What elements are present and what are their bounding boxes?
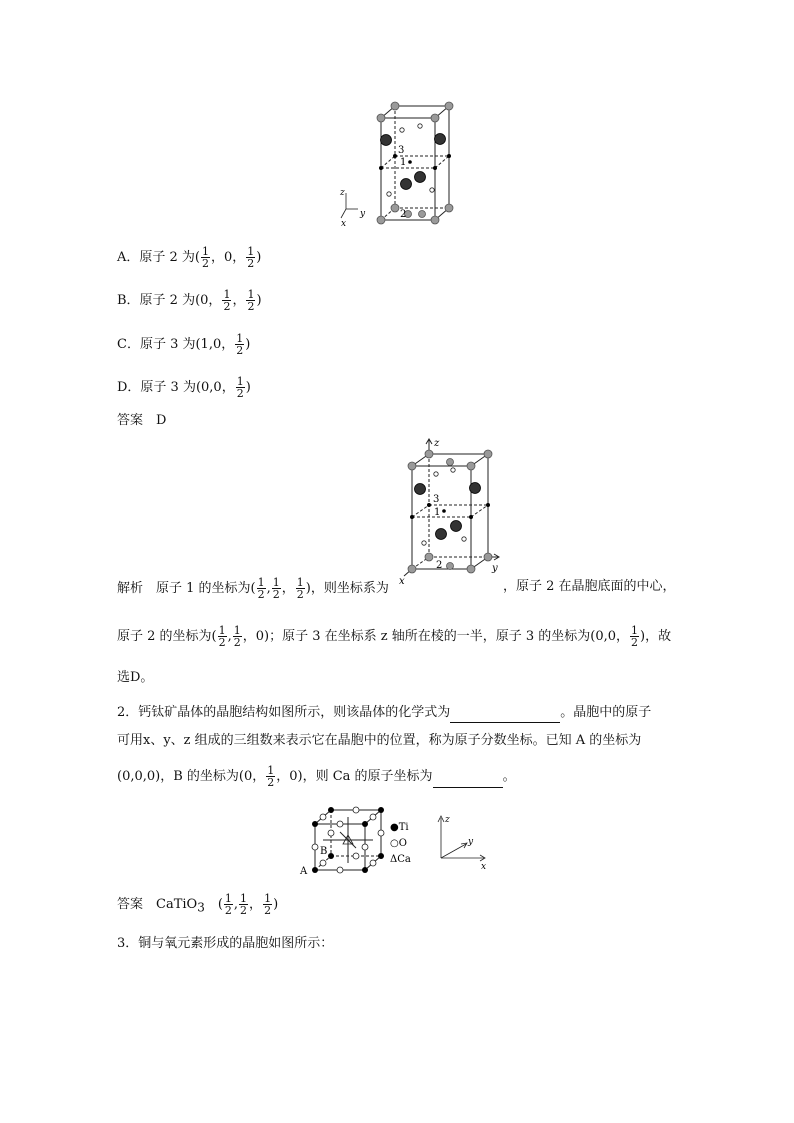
axis-z-label: z: [340, 188, 345, 198]
analysis-line-1: 解析 原子 1 的坐标为( $\frac{1}{2}$ , $\frac{1}{2}$ ， $\frac{1}{2}$ )，则坐标系为: [117, 576, 389, 601]
label-2: 2: [436, 560, 443, 571]
crystal-cell-figure-2: [398, 436, 502, 586]
axis-z-label: z: [445, 815, 450, 825]
option-b: B．原子 2 为(0， $\frac{1}{2}$ ， $\frac{1}{2}$ ): [117, 288, 262, 313]
legend-ti: ●Ti: [390, 822, 409, 833]
label-1: 1: [400, 157, 407, 168]
label-3: 3: [433, 494, 440, 505]
point-b-label: B: [320, 846, 328, 857]
q2-line-2: 可用x、y、z 组成的三组数来表示它在晶胞中的位置，称为原子分数坐标。已知 A 的坐标为: [117, 733, 642, 748]
analysis-line-3: 选D。: [117, 670, 154, 685]
answer-2: 答案 CaTiO$_3$ ( $\frac{1}{2}$ , $\frac{1}{2}$ ， $\frac{1}{2}$ ): [117, 892, 279, 917]
option-a: A．原子 2 为( $\frac{1}{2}$ ，0， $\frac{1}{2}$ ): [117, 245, 262, 270]
analysis-line-2: 原子 2 的坐标为( $\frac{1}{2}$ , $\frac{1}{2}$ ，0)；原子 3 在坐标系 z 轴所在棱的一半，原子 3 的坐标为(0,0， $\frac{1}{2}$ )，故: [117, 624, 672, 649]
label-3: 3: [398, 145, 405, 156]
legend-o: ○O: [390, 838, 407, 849]
axis-x-label: x: [481, 862, 487, 872]
answer-1: 答案 D: [117, 413, 167, 428]
point-a-label: A: [300, 866, 308, 876]
label-2: 2: [400, 209, 407, 220]
axis-z-label: z: [434, 438, 440, 449]
option-c: C．原子 3 为(1,0， $\frac{1}{2}$ ): [117, 332, 251, 357]
axis-x-label: x: [399, 576, 405, 586]
crystal-cell-figure-1: [336, 96, 466, 231]
axis-y-label: y: [360, 209, 366, 219]
axis-y-label: y: [468, 837, 474, 847]
option-d: D．原子 3 为(0,0， $\frac{1}{2}$ ): [117, 375, 251, 400]
perovskite-cell-figure: [298, 802, 498, 876]
question-3: 3．铜与氧元素形成的晶胞如图所示：: [117, 936, 334, 951]
q2-line-1: 2．钙钛矿晶体的晶胞结构如图所示，则该晶体的化学式为 。晶胞中的原子: [117, 703, 651, 723]
legend-ca: ΔCa: [390, 854, 411, 865]
axis-y-label: y: [492, 563, 498, 574]
axis-x-label: x: [341, 219, 347, 229]
analysis-line-1-tail: ，原子 2 在晶胞底面的中心，: [503, 579, 676, 594]
label-1: 1: [434, 507, 441, 518]
q2-line-3: (0,0,0)，B 的坐标为(0， $\frac{1}{2}$ ，0)，则 Ca 的原子坐标为 。: [117, 764, 516, 789]
